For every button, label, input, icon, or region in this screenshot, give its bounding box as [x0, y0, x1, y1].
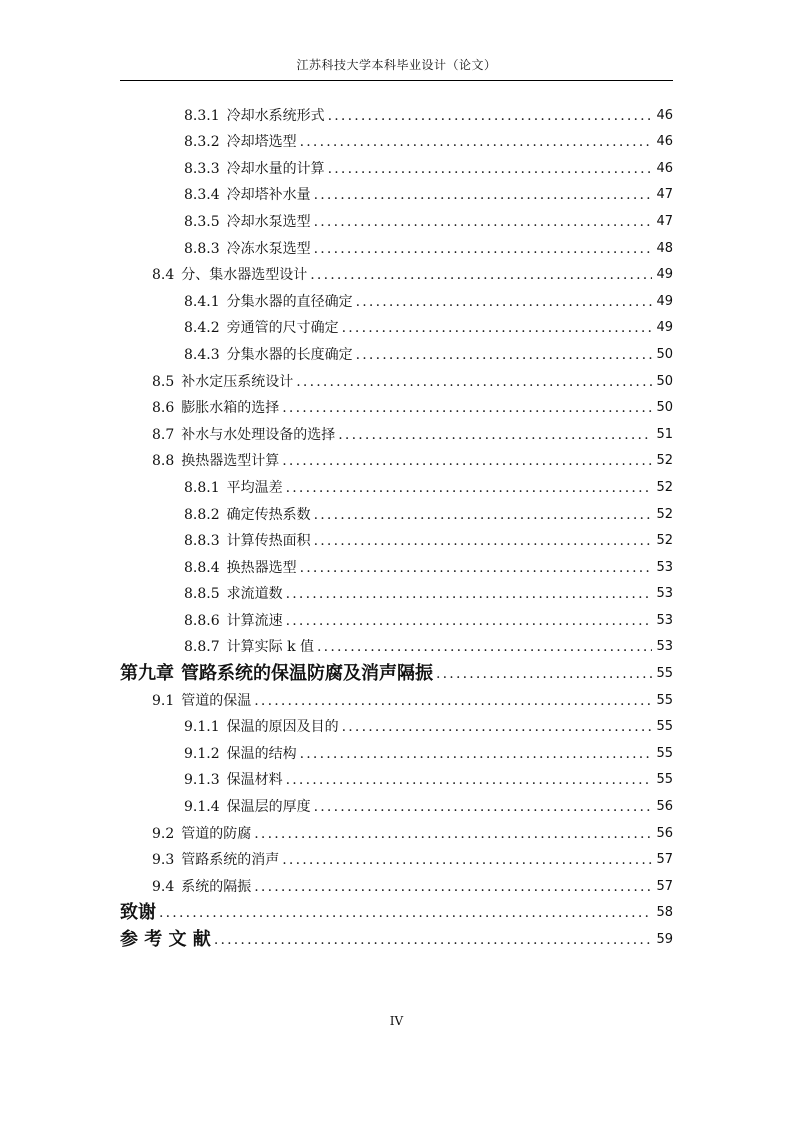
toc-entry-title: 补水定压系统设计 [181, 373, 294, 390]
dot-leader [328, 106, 652, 126]
toc-entry-page: 47 [656, 213, 673, 229]
toc-entry-title: 计算流速 [226, 612, 283, 629]
toc-entry[interactable] [120, 232, 673, 259]
toc-chapter-entry[interactable] [120, 657, 673, 684]
dot-leader [300, 744, 652, 764]
toc-entry-page: 46 [656, 134, 673, 150]
dot-leader [282, 398, 652, 418]
toc-entry-title: 冷却水系统形式 [226, 107, 325, 124]
toc-entry-page: 53 [656, 639, 673, 655]
toc-entry-page: 58 [656, 905, 673, 921]
toc-entry[interactable] [120, 205, 673, 232]
toc-entry-title: 管道的防腐 [181, 825, 252, 842]
toc-entry-title: 冷却塔补水量 [226, 187, 311, 204]
toc-entry[interactable] [120, 338, 673, 365]
toc-entry[interactable] [120, 179, 673, 206]
toc-entry-title: 系统的隔振 [181, 878, 252, 895]
toc-entry-page: 53 [656, 612, 673, 628]
toc-entry-title: 冷冻水泵选型 [226, 240, 311, 257]
toc-chapter-entry[interactable] [120, 897, 673, 924]
toc-entry-page: 52 [656, 453, 673, 469]
toc-entry-number: 8.3.3 [184, 160, 220, 177]
table-of-contents [120, 99, 673, 950]
toc-entry-title: 参 考 文 献 [120, 929, 211, 950]
toc-entry-title: 换热器选型 [226, 559, 297, 576]
toc-entry-title: 分集水器的长度确定 [226, 346, 353, 363]
toc-entry-number: 8.8.6 [184, 612, 220, 629]
toc-entry-page: 55 [656, 692, 673, 708]
toc-entry-title: 分、集水器选型设计 [181, 267, 308, 284]
dot-leader [314, 531, 652, 551]
dot-leader [314, 797, 652, 817]
dot-leader [328, 159, 652, 179]
toc-entry-number: 8.8.7 [184, 639, 220, 656]
toc-entry-number: 8.8.5 [184, 586, 220, 603]
dot-leader [286, 770, 652, 790]
toc-entry-number: 8.8 [152, 453, 175, 470]
toc-entry-title: 冷却水泵选型 [226, 213, 311, 230]
toc-entry[interactable] [120, 817, 673, 844]
toc-entry-page: 55 [656, 772, 673, 788]
toc-entry-number: 9.1.4 [184, 799, 220, 816]
toc-entry[interactable] [120, 392, 673, 419]
toc-entry[interactable] [120, 604, 673, 631]
toc-entry-number: 8.3.1 [184, 107, 220, 124]
toc-entry-number: 9.4 [152, 878, 175, 895]
toc-entry[interactable] [120, 737, 673, 764]
toc-entry-page: 46 [656, 160, 673, 176]
toc-entry-page: 50 [656, 373, 673, 389]
dot-leader [342, 717, 652, 737]
dot-leader [254, 691, 652, 711]
dot-leader [286, 611, 652, 631]
toc-entry-page: 55 [656, 719, 673, 735]
toc-entry-page: 52 [656, 479, 673, 495]
toc-entry-page: 52 [656, 506, 673, 522]
toc-entry-page: 47 [656, 187, 673, 203]
toc-entry[interactable] [120, 684, 673, 711]
toc-entry-title: 膨胀水箱的选择 [181, 400, 280, 417]
toc-entry-title: 分集水器的直径确定 [226, 293, 353, 310]
toc-entry-page: 55 [656, 745, 673, 761]
toc-entry[interactable] [120, 844, 673, 871]
toc-entry-page: 55 [656, 666, 673, 682]
toc-entry[interactable] [120, 551, 673, 578]
toc-entry-page: 49 [656, 293, 673, 309]
toc-entry-number: 8.7 [152, 426, 175, 443]
dot-leader [286, 584, 652, 604]
toc-entry-title: 计算实际 k 值 [226, 639, 315, 656]
dot-leader [214, 930, 652, 950]
toc-entry[interactable] [120, 259, 673, 286]
dot-leader [286, 478, 652, 498]
toc-entry-number: 9.1.3 [184, 772, 220, 789]
toc-entry-page: 53 [656, 586, 673, 602]
dot-leader [300, 132, 652, 152]
dot-leader [356, 292, 652, 312]
toc-entry-page: 49 [656, 267, 673, 283]
toc-entry[interactable] [120, 525, 673, 552]
toc-entry-title: 致谢 [120, 902, 156, 924]
dot-leader [310, 265, 652, 285]
toc-entry-page: 52 [656, 533, 673, 549]
toc-chapter-entry[interactable] [120, 923, 673, 950]
toc-entry-title: 冷却水量的计算 [226, 160, 325, 177]
toc-entry-page: 57 [656, 878, 673, 894]
toc-entry-title: 保温的原因及目的 [226, 719, 339, 736]
toc-entry-number: 9.3 [152, 852, 175, 869]
toc-entry[interactable] [120, 418, 673, 445]
toc-entry-number: 8.8.3 [184, 533, 220, 550]
toc-entry-title: 保温层的厚度 [226, 799, 311, 816]
toc-entry-page: 56 [656, 799, 673, 815]
dot-leader [356, 345, 652, 365]
toc-entry-title: 保温的结构 [226, 745, 297, 762]
dot-leader [282, 451, 652, 471]
toc-entry[interactable] [120, 152, 673, 179]
toc-entry[interactable] [120, 578, 673, 605]
dot-leader [254, 824, 652, 844]
toc-entry-number: 9.1.2 [184, 745, 220, 762]
toc-entry-number: 8.8.4 [184, 559, 220, 576]
toc-entry-number: 8.4.1 [184, 293, 220, 310]
dot-leader [342, 318, 652, 338]
toc-entry-page: 50 [656, 346, 673, 362]
toc-entry-number: 第九章 [120, 663, 174, 685]
toc-entry[interactable] [120, 711, 673, 738]
toc-entry-number: 8.4 [152, 267, 175, 284]
toc-entry[interactable] [120, 99, 673, 126]
page-number: IV [389, 1014, 404, 1028]
dot-leader [314, 505, 652, 525]
toc-entry[interactable] [120, 445, 673, 472]
toc-entry[interactable] [120, 312, 673, 339]
toc-entry-page: 49 [656, 320, 673, 336]
toc-entry-page: 50 [656, 400, 673, 416]
dot-leader [282, 850, 652, 870]
dot-leader [300, 558, 652, 578]
toc-entry-number: 8.8.2 [184, 506, 220, 523]
toc-entry-number: 9.1.1 [184, 719, 220, 736]
toc-entry-title: 冷却塔选型 [226, 134, 297, 151]
toc-entry-number: 8.8.3 [184, 240, 220, 257]
dot-leader [436, 664, 652, 684]
toc-entry[interactable] [120, 126, 673, 153]
toc-entry-title: 管道的保温 [181, 692, 252, 709]
toc-entry-number: 9.2 [152, 825, 175, 842]
running-header: 江苏科技大学本科毕业设计（论文） [296, 58, 497, 72]
toc-entry-title: 保温材料 [226, 772, 283, 789]
toc-entry-page: 46 [656, 107, 673, 123]
toc-entry-title: 管路系统的消声 [181, 852, 280, 869]
toc-entry-number: 8.3.5 [184, 213, 220, 230]
toc-entry[interactable] [120, 631, 673, 658]
toc-entry-title: 补水与水处理设备的选择 [181, 426, 336, 443]
toc-entry-title: 换热器选型计算 [181, 453, 280, 470]
toc-entry-number: 8.8.1 [184, 479, 220, 496]
toc-entry-number: 8.4.2 [184, 320, 220, 337]
dot-leader [314, 239, 652, 259]
toc-entry-page: 56 [656, 825, 673, 841]
toc-entry[interactable] [120, 365, 673, 392]
dot-leader [296, 372, 652, 392]
toc-entry-number: 8.3.2 [184, 134, 220, 151]
toc-entry-title: 确定传热系数 [226, 506, 311, 523]
toc-entry[interactable] [120, 471, 673, 498]
toc-entry-title: 管路系统的保温防腐及消声隔振 [181, 663, 433, 685]
toc-entry-page: 51 [656, 426, 673, 442]
toc-entry[interactable] [120, 790, 673, 817]
toc-entry-title: 求流道数 [226, 586, 283, 603]
toc-entry-page: 48 [656, 240, 673, 256]
dot-leader [338, 425, 652, 445]
toc-entry-title: 旁通管的尺寸确定 [226, 320, 339, 337]
toc-entry-title: 计算传热面积 [226, 533, 311, 550]
toc-entry-number: 8.4.3 [184, 346, 220, 363]
toc-entry-page: 59 [656, 932, 673, 947]
dot-leader [159, 903, 652, 923]
toc-entry-number: 8.5 [152, 373, 175, 390]
toc-entry-page: 53 [656, 559, 673, 575]
dot-leader [254, 877, 652, 897]
toc-entry-number: 9.1 [152, 692, 175, 709]
toc-entry[interactable] [120, 764, 673, 791]
dot-leader [314, 185, 652, 205]
toc-entry[interactable] [120, 498, 673, 525]
header-divider [120, 80, 673, 81]
toc-entry-number: 8.3.4 [184, 187, 220, 204]
dot-leader [314, 212, 652, 232]
toc-entry[interactable] [120, 870, 673, 897]
dot-leader [317, 637, 652, 657]
toc-entry[interactable] [120, 285, 673, 312]
toc-entry-number: 8.6 [152, 400, 175, 417]
toc-entry-page: 57 [656, 852, 673, 868]
toc-entry-title: 平均温差 [226, 479, 283, 496]
